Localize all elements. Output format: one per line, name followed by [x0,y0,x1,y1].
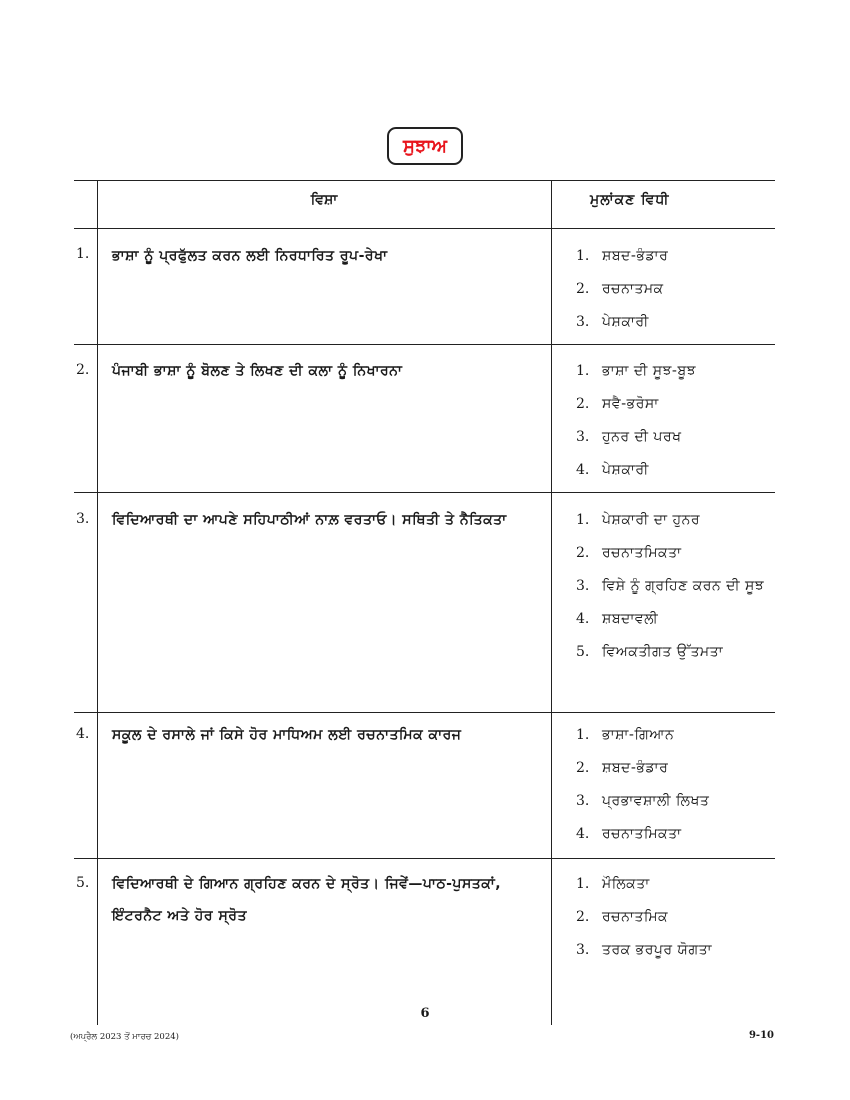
header-subject: ਵਿਸ਼ਾ [310,192,338,208]
method-item: 5. ਵਿਅਕਤੀਗਤ ਉੱਤਮਤਾ [576,644,724,660]
row-number: 1. [76,246,90,262]
method-list [576,355,781,487]
row-subject: ਪੰਜਾਬੀ ਭਾਸ਼ਾ ਨੂੰ ਬੋਲਣ ਤੇ ਲਿਖਣ ਦੀ ਕਲਾ ਨੂੰ ਨਿਖਾਰਨਾ [112,363,403,379]
method-item: 4. ਪੇਸ਼ਕਾਰੀ [576,462,649,478]
row-subject: ਸਕੂਲ ਦੇ ਰਸਾਲੇ ਜਾਂ ਕਿਸੇ ਹੋਰ ਮਾਧਿਅਮ ਲਈ ਰਚਨਾਤਮਿਕ ਕਾਰਜ [112,727,462,743]
page-title: ਸੁਝਾਅ [403,135,447,157]
table-header-rule [74,228,775,229]
method-column-divider [551,180,552,1025]
method-item: 3. ਪੇਸ਼ਕਾਰੀ [576,314,649,330]
row-divider [74,712,775,713]
method-item: 2. ਸ਼ਬਦ-ਭੰਡਾਰ [576,760,669,776]
row-number: 4. [76,726,90,742]
row-subject: ਵਿਦਿਆਰਥੀ ਦੇ ਗਿਆਨ ਗ੍ਰਹਿਣ ਕਰਨ ਦੇ ਸ੍ਰੋਤ। ਜਿਵੇਂ—ਪਾਠ-ਪੁਸਤਕਾਂ, ਇੰਟਰਨੈਟ ਅਤੇ ਹੋਰ ਸ੍ਰੋਤ [112,876,502,924]
method-item: 3. ਤਰਕ ਭਰਪੂਰ ਯੋਗਤਾ [576,942,713,958]
method-item: 3. ਵਿਸ਼ੇ ਨੂੰ ਗ੍ਰਹਿਣ ਕਰਨ ਦੀ ਸੂਝ [576,578,765,594]
method-list [576,719,781,851]
method-item: 3. ਹੁਨਰ ਦੀ ਪਰਖ [576,429,682,445]
row-divider [74,492,775,493]
method-item: 4. ਸ਼ਬਦਾਵਲੀ [576,611,659,627]
row-number: 5. [76,875,90,891]
header-method: ਮੁਲਾਂਕਣ ਵਿਧੀ [590,192,670,208]
method-item: 1. ਭਾਸ਼ਾ-ਗਿਆਨ [576,727,675,743]
method-item: 4. ਰਚਨਾਤਮਿਕਤਾ [576,826,682,842]
row-number: 2. [76,362,90,378]
table-top-rule [74,180,775,181]
method-item: 2. ਰਚਨਾਤਮਕ [576,281,664,297]
method-item: 1. ਮੌਲਿਕਤਾ [576,876,650,892]
method-item: 3. ਪ੍ਰਭਾਵਸ਼ਾਲੀ ਲਿਖਤ [576,793,710,809]
row-subject: ਭਾਸ਼ਾ ਨੂੰ ਪ੍ਰਫੁੱਲਤ ਕਰਨ ਲਈ ਨਿਰਧਾਰਿਤ ਰੂਪ-ਰੇਖਾ [112,248,388,264]
row-divider [74,858,775,859]
footer-date-range: (ਅਪ੍ਰੈਲ 2023 ਤੋਂ ਮਾਰਚ 2024) [70,1032,179,1042]
method-item: 1. ਭਾਸ਼ਾ ਦੀ ਸੂਝ-ਬੂਝ [576,363,697,379]
method-item: 1. ਪੇਸ਼ਕਾਰੀ ਦਾ ਹੁਨਰ [576,512,700,528]
method-list [576,240,781,339]
method-item: 2. ਸਵੈ-ਭਰੋਸਾ [576,396,659,412]
method-list [576,868,781,967]
method-item: 2. ਰਚਨਾਤਮਿਕ [576,909,669,925]
title-box [387,127,463,165]
number-column-divider [97,180,98,1025]
row-number: 3. [76,511,90,527]
page-number: 6 [420,1006,430,1021]
row-divider [74,344,775,345]
row-subject: ਵਿਦਿਆਰਥੀ ਦਾ ਆਪਣੇ ਸਹਿਪਾਠੀਆਂ ਨਾਲ਼ ਵਰਤਾਓ। ਸਥਿਤੀ ਤੇ ਨੈਤਿਕਤਾ [112,512,507,528]
method-item: 1. ਸ਼ਬਦ-ਭੰਡਾਰ [576,248,669,264]
method-item: 2. ਰਚਨਾਤਮਿਕਤਾ [576,545,682,561]
method-list [576,504,781,669]
footer-grade: 9-10 [748,1030,774,1041]
